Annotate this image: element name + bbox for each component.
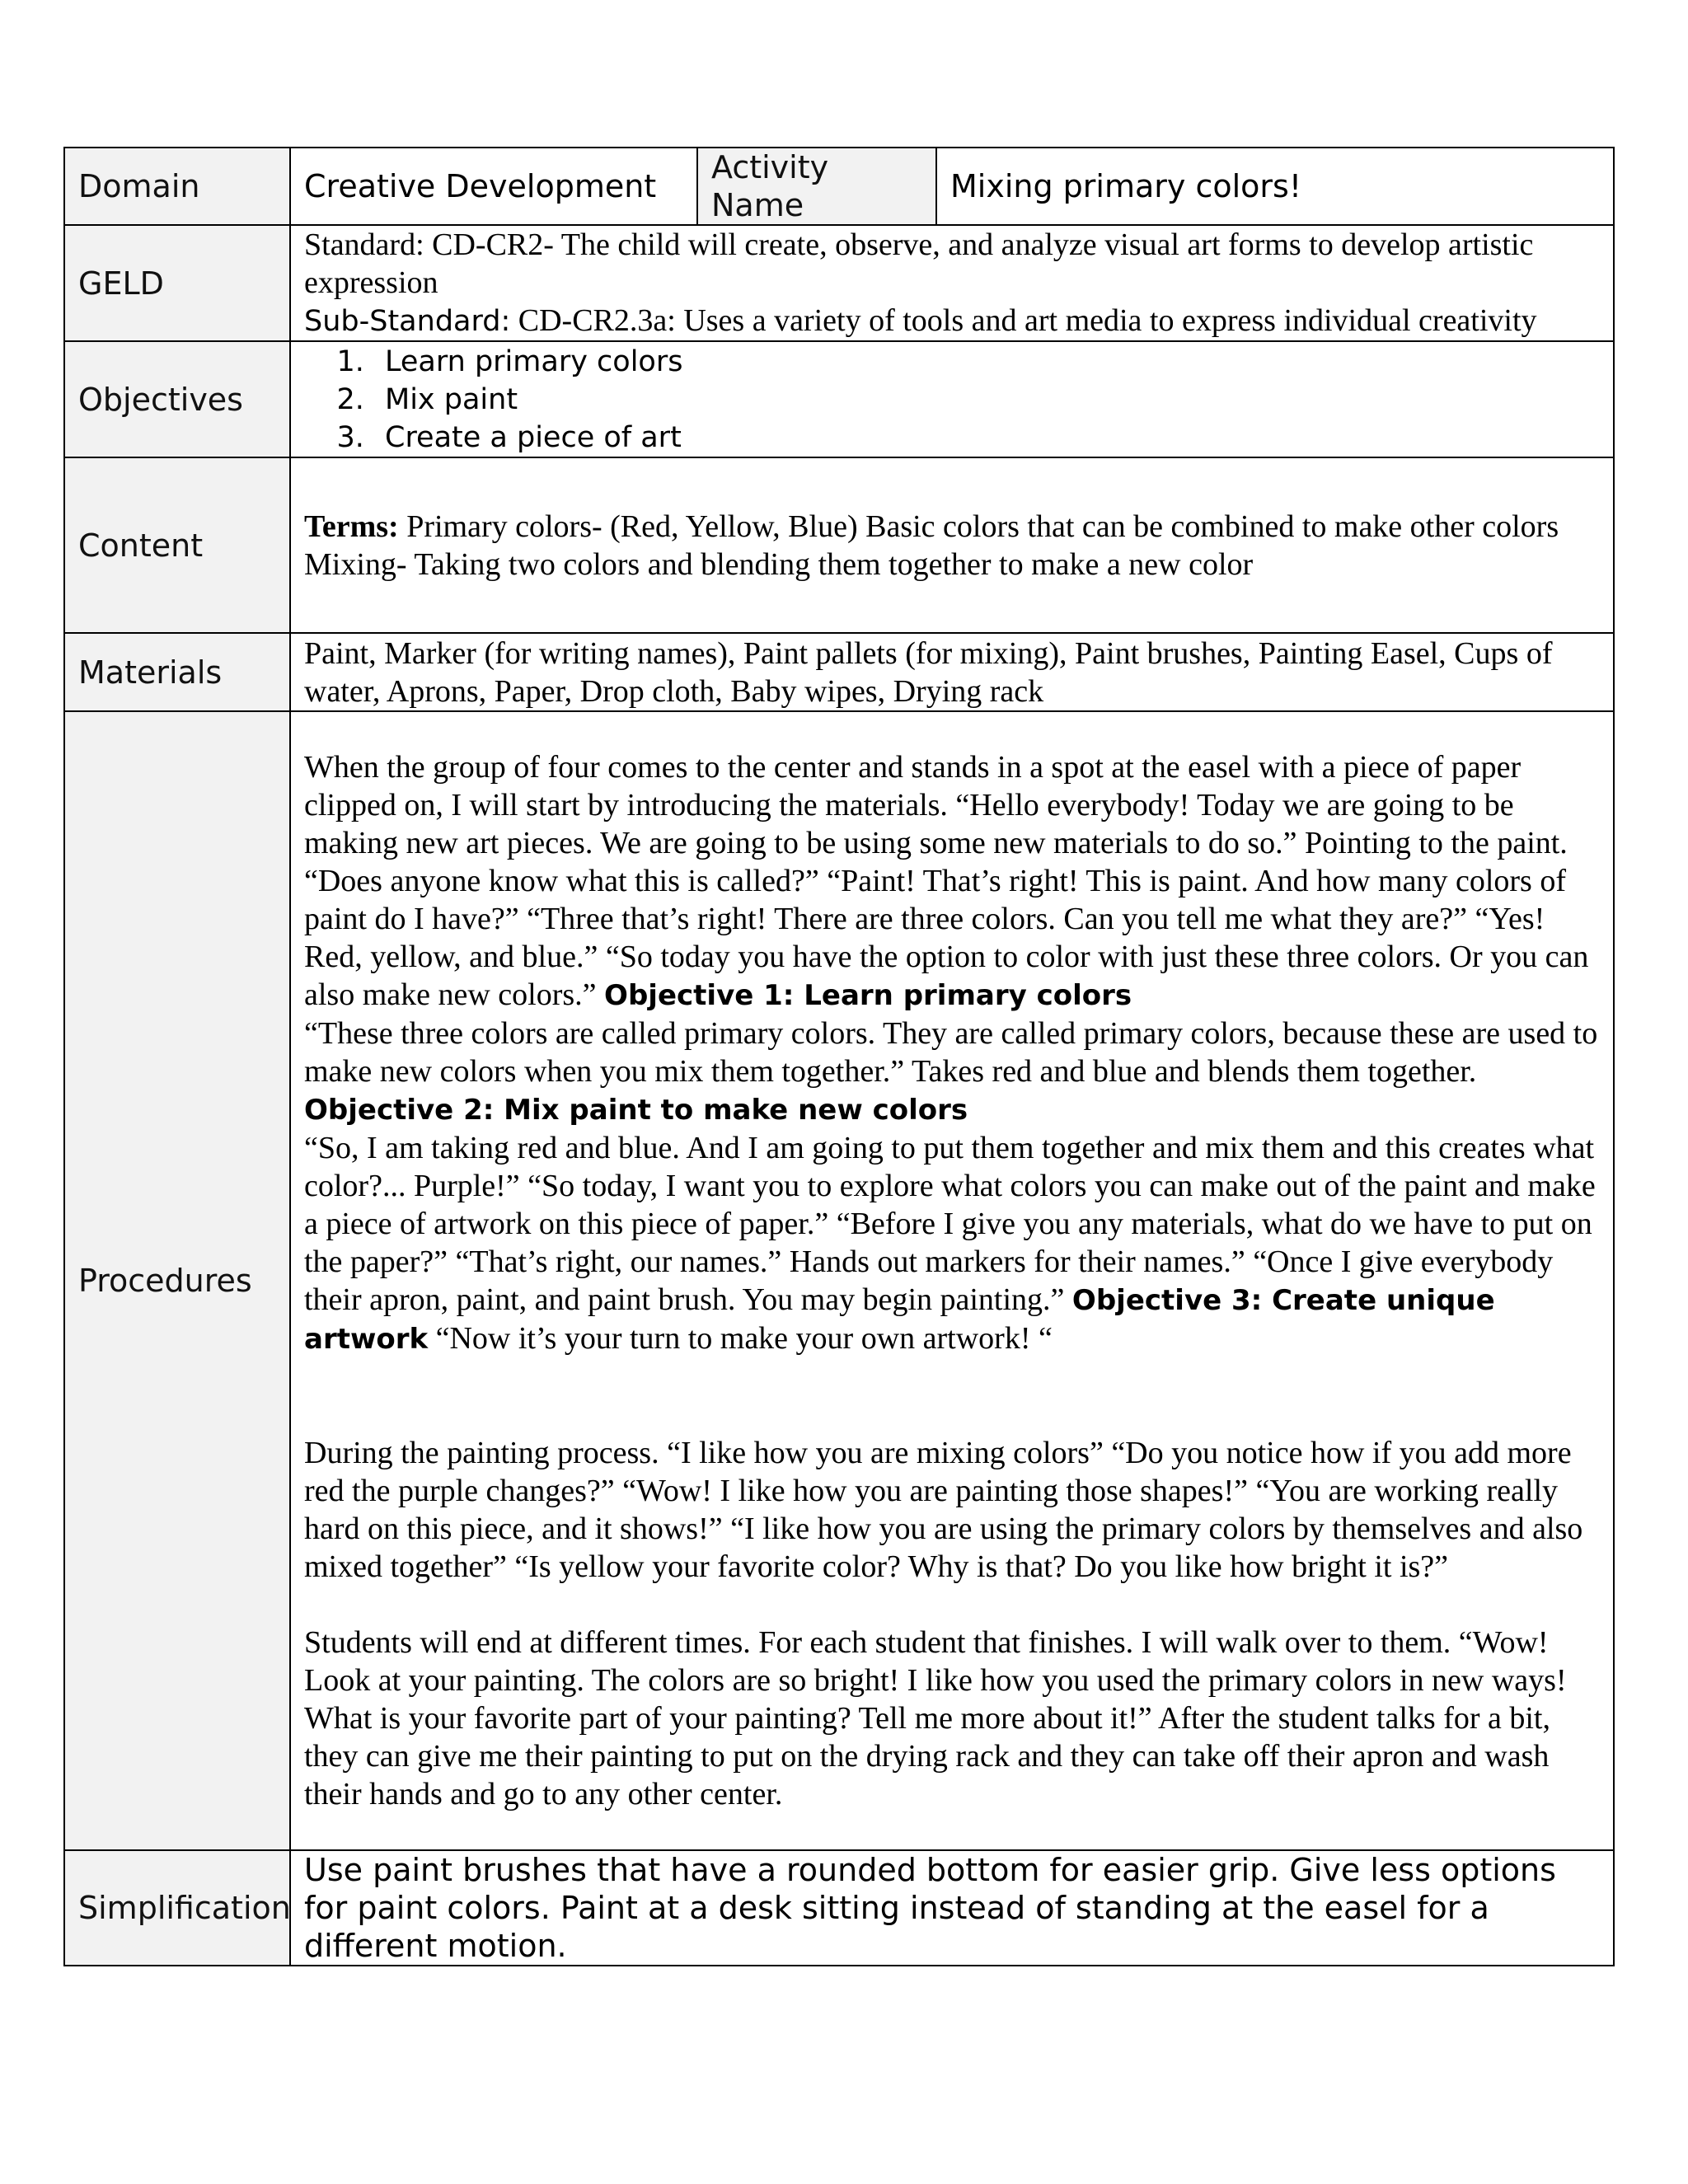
procedure-text: “These three colors are called primary colors. They are called primary colors, because these are used to make new colors when you mix them together.” Takes red and blue and blends them together. [304, 1016, 1598, 1089]
objective-item: 2. Mix paint [373, 381, 1600, 419]
objective-3-marker: Objective 3: Create unique artwork [304, 1284, 1495, 1356]
procedure-text: When the group of four comes to the center and stands in a spot at the easel with a piece of paper clipped on, I will start by introducing the materials. “Hello everybody! Today we are going to be making new art pieces. We are going to be using some new materials to do so.” Pointing to the paint. “Does anyone know what this is called?” “Paint! That’s right! This is paint. And how many colors of paint do I have?” “Three that’s right! There are three colors. Can you tell me what they are?” “Yes! Red, yellow, and blue.” “So today you have the option to color with just these three colors. Or you can also make new colors.” [304, 750, 1589, 1012]
geld-substandard [304, 302, 1600, 340]
content-row [64, 457, 1614, 633]
simplification-row [64, 1850, 1614, 1966]
substandard-prefix: Sub-Standard: [304, 305, 511, 338]
activity-name-value: Mixing primary colors! [936, 148, 1614, 225]
procedures-content [290, 711, 1614, 1850]
procedures-ending: Students will end at different times. For each student that finishes. I will walk over to them. “Wow! Look at your painting. The colors are so bright! I like how you used the primary colors in new ways! What is your favorite part of your painting? Tell me more about it!” After the student talks for a bit, they can give me their painting to put on the drying rack and they can take off their apron and wash their hands and go to any other center. [304, 1625, 1567, 1811]
content-cell [290, 457, 1614, 633]
terms-label: Terms: [304, 509, 399, 544]
objective-item: 3. Create a piece of art [373, 419, 1600, 457]
objectives-row [64, 341, 1614, 457]
simplification-label: Simplification [64, 1850, 290, 1966]
geld-row [64, 225, 1614, 341]
objectives-content [290, 341, 1614, 457]
geld-standard: Standard: CD-CR2- The child will create, observe, and analyze visual art forms to develop artistic expression [304, 227, 1534, 300]
simplification-text: Use paint brushes that have a rounded bottom for easier grip. Give less options for paint colors. Paint at a desk sitting instead of standing at the easel for a different motion. [290, 1850, 1614, 1966]
procedures-label: Procedures [64, 711, 290, 1850]
activity-name-label: Activity Name [697, 148, 936, 225]
lesson-plan-table [63, 147, 1615, 1966]
domain-row [64, 148, 1614, 225]
domain-label: Domain [64, 148, 290, 225]
content-label: Content [64, 457, 290, 633]
objective-1-marker: Objective 1: Learn primary colors [604, 979, 1132, 1012]
content-mixing: Mixing- Taking two colors and blending them together to make a new color [304, 546, 1254, 582]
objective-item: 1. Learn primary colors [373, 343, 1600, 381]
domain-value: Creative Development [290, 148, 697, 225]
procedures-intro [304, 748, 1600, 1358]
procedure-text: “Now it’s your turn to make your own artwork! “ [428, 1321, 1053, 1356]
geld-content [290, 225, 1614, 341]
objective-2-marker: Objective 2: Mix paint to make new colors [304, 1094, 968, 1127]
objectives-label: Objectives [64, 341, 290, 457]
geld-label: GELD [64, 225, 290, 341]
procedures-painting-process: During the painting process. “I like how you are mixing colors” “Do you notice how if you add more red the purple changes?” “Wow! I like how you are painting those shapes!” “You are working really hard on this piece, and it shows!” “I like how you are using the primary colors by themselves and also mixed together” “Is yellow your favorite color? Why is that? Do you like how bright it is?” [304, 1436, 1583, 1584]
objectives-list [304, 343, 1600, 457]
procedures-row [64, 711, 1614, 1850]
procedure-text: “So, I am taking red and blue. And I am going to put them together and mix them and this creates what color?... Purple!” “So today, I want you to explore what colors you can make out of the paint and make a piece of artwork on this piece of paper.” “Before I give you any materials, what do we have to put on the paper?” “That’s right, our names.” Hands out markers for their names.” “Once I give everybody their apron, paint, and paint brush. You may begin painting.” [304, 1131, 1596, 1317]
materials-row [64, 633, 1614, 711]
substandard-text: CD-CR2.3a: Uses a variety of tools and art media to express individual creativity [510, 303, 1537, 338]
terms-text: Primary colors- (Red, Yellow, Blue) Basic colors that can be combined to make other colors [398, 509, 1559, 544]
materials-text: Paint, Marker (for writing names), Paint pallets (for mixing), Paint brushes, Painting Easel, Cups of water, Aprons, Paper, Drop cloth, Baby wipes, Drying rack [290, 633, 1614, 711]
materials-label: Materials [64, 633, 290, 711]
content-terms [304, 508, 1600, 546]
